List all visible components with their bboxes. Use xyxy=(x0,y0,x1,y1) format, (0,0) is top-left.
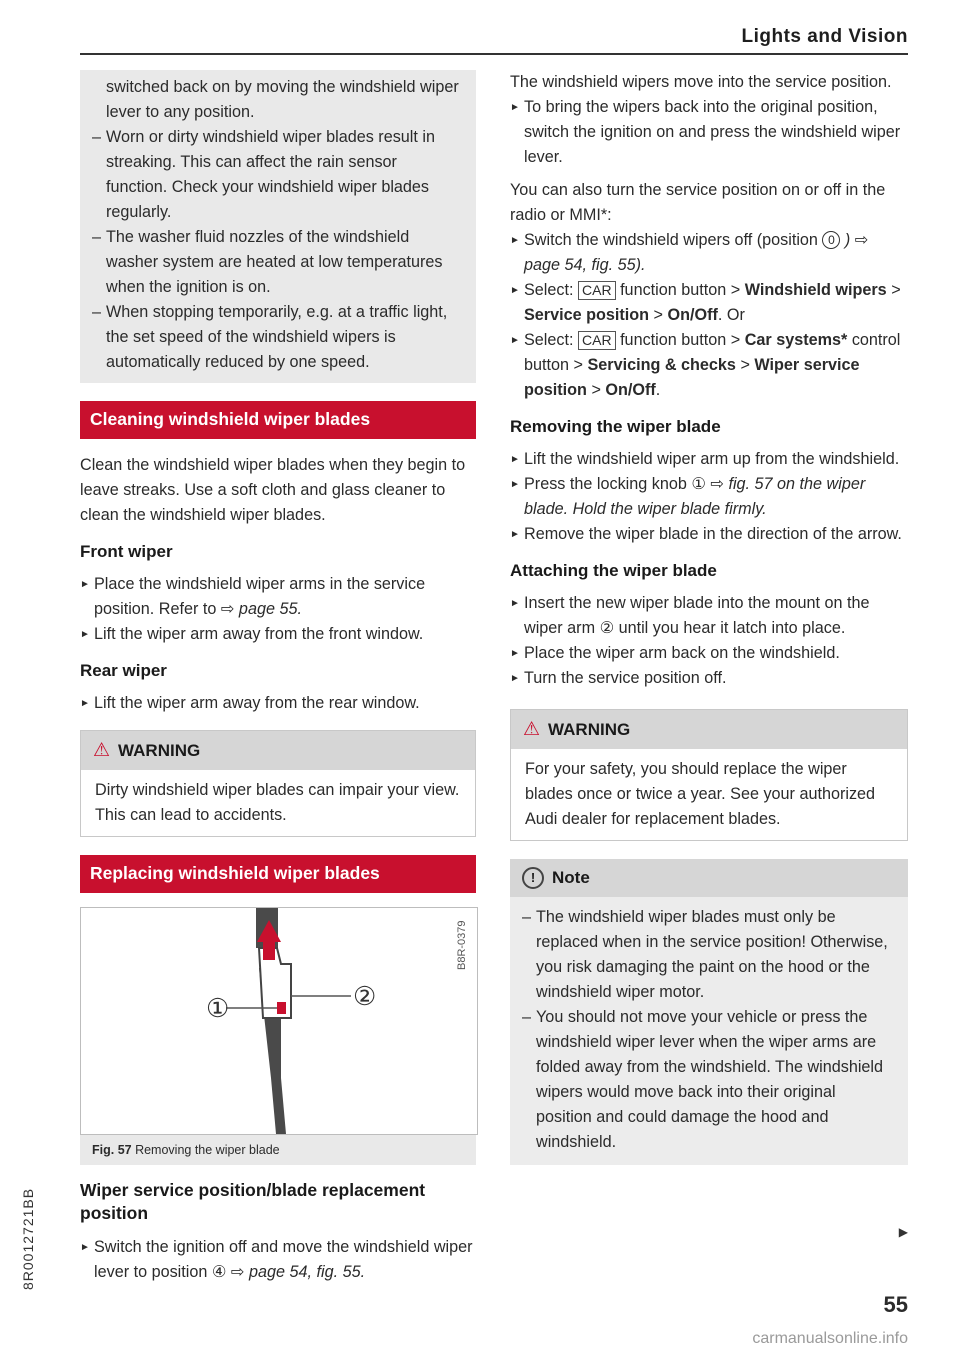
figure-caption xyxy=(80,1135,476,1165)
cleaning-text: Clean the windshield wiper blades when they begin to leave streaks. Use a soft cloth and glass cleaner to clean the windshield wiper blades. xyxy=(80,456,466,524)
position-0-symbol: 0 xyxy=(822,231,840,249)
removing-step-2: ► Press the locking knob ① ⇨ fig. 57 on the wiper blade. Hold the wiper blade firmly. xyxy=(510,472,908,522)
attaching-step-2: ► Place the wiper arm back on the windshield. xyxy=(510,641,908,666)
note-body xyxy=(510,897,908,1165)
locking-knob xyxy=(277,1002,286,1014)
note-header xyxy=(510,859,908,897)
locking-knob-symbol: ① xyxy=(691,475,706,493)
warning-triangle-icon: ⚠ xyxy=(523,719,541,740)
car-button-label: CAR xyxy=(578,331,616,350)
note-title: Note xyxy=(552,868,590,887)
service-position-step-1: ► Switch the ignition off and move the windshield wiper lever to position ④ ⇨ page 54, fig. 55. xyxy=(80,1235,476,1285)
mmi-intro-text: You can also turn the service position on or off in the radio or MMI*: xyxy=(510,181,886,224)
rear-wiper-step-1: ► Lift the wiper arm away from the rear window. xyxy=(80,691,476,716)
figure-label-1: ① xyxy=(206,993,230,1023)
wiper-blade-figure xyxy=(80,907,478,1135)
removing-step-1: ► Lift the windshield wiper arm up from the windshield. xyxy=(510,447,908,472)
warning-triangle-icon: ⚠ xyxy=(93,740,111,761)
mmi-step-2: ► Select: CAR function button > Windshield wipers > Service position > On/Off. Or xyxy=(510,278,908,328)
figure-code: B8R-0379 xyxy=(456,920,468,970)
figure-ref-link[interactable]: ⇨ fig. 57 on the wiper blade. Hold the wiper blade firmly. xyxy=(524,475,866,518)
dash-item: – The washer fluid nozzles of the windshield washer system are heated at low temperatures when the ignition is on. xyxy=(94,225,462,300)
warning-text: Dirty windshield wiper blades can impair your view. This can lead to accidents. xyxy=(95,781,460,824)
car-button-label: CAR xyxy=(578,281,616,300)
dash-item: – When stopping temporarily, e.g. at a traffic light, the set speed of the windshield wipers is automatically reduced by one speed. xyxy=(94,300,462,375)
front-wiper-heading: Front wiper xyxy=(80,542,173,561)
mmi-step-3: ► Select: CAR function button > Car systems* control button > Servicing & checks > Wiper service position > On/Off. xyxy=(510,328,908,403)
service-intro-text: The windshield wipers move into the service position. xyxy=(510,73,892,91)
right-column xyxy=(510,70,908,1165)
document-code: 8R0012721BB xyxy=(20,1187,36,1290)
continue-arrow-icon: ▶ xyxy=(898,1225,908,1239)
page-ref-link[interactable]: ⇨ page 55. xyxy=(220,600,302,618)
wiper-arm-symbol: ② xyxy=(599,619,615,637)
warning-title-right: WARNING xyxy=(548,719,631,739)
figure-number: Fig. 57 xyxy=(92,1143,132,1157)
note-dash-item: – You should not move your vehicle or press the windshield wiper lever when the wiper arms are folded away from the windshield. The windshield wipers would move back into their original position and could damage the hood and windshield. xyxy=(524,1005,894,1155)
replacing-heading: Replacing windshield wiper blades xyxy=(80,855,476,893)
cleaning-heading: Cleaning windshield wiper blades xyxy=(80,401,476,439)
intro-line-2: wiper lever to any position. xyxy=(106,78,459,121)
page-ref-link[interactable]: ⇨ page 54, fig. 55. xyxy=(230,1263,366,1281)
warning-box xyxy=(80,730,476,837)
warning-title: WARNING xyxy=(118,740,201,760)
warning-header xyxy=(81,731,475,770)
intro-note-box xyxy=(80,70,476,383)
position-4-symbol: ④ xyxy=(211,1263,227,1281)
warning-header-right xyxy=(511,710,907,749)
attaching-step-1: ► Insert the new wiper blade into the mount on the wiper arm ② until you hear it latch into place. xyxy=(510,591,908,641)
note-dash-item: – The windshield wiper blades must only be replaced when in the service position! Otherwise, you risk damaging the paint on the hood or the windshield wiper motor. xyxy=(524,905,894,1005)
attaching-step-3: ► Turn the service position off. xyxy=(510,666,908,691)
watermark-text: carmanualsonline.info xyxy=(752,1330,908,1347)
header-rule xyxy=(80,53,908,55)
wiper-blade-illustration xyxy=(81,908,477,1134)
figure-label-2: ② xyxy=(353,981,377,1011)
front-wiper-step-1: ► Place the windshield wiper arms in the service position. Refer to ⇨ page 55. xyxy=(80,572,476,622)
warning-text-right: For your safety, you should replace the wiper blades once or twice a year. See your authorized Audi dealer for replacement blades. xyxy=(525,760,876,828)
attaching-heading: Attaching the wiper blade xyxy=(510,561,717,580)
removing-heading: Removing the wiper blade xyxy=(510,417,721,436)
section-title: Lights and Vision xyxy=(741,26,908,47)
service-step-back: ► To bring the wipers back into the original position, switch the ignition on and press the windshield wiper lever. xyxy=(510,95,908,170)
removing-step-3: ► Remove the wiper blade in the direction of the arrow. xyxy=(510,522,908,547)
exclamation-circle-icon: ! xyxy=(522,867,544,889)
service-position-heading: Wiper service position/blade replacement position xyxy=(80,1180,426,1223)
figure-caption-text: Removing the wiper blade xyxy=(135,1143,280,1157)
page-number: 55 xyxy=(883,1292,908,1317)
left-column xyxy=(80,70,476,1285)
rear-wiper-heading: Rear wiper xyxy=(80,661,167,680)
intro-line-1: switched back on by moving the windshield xyxy=(106,78,416,96)
mmi-step-1: ► Switch the windshield wipers off (position 0 ) ⇨ page 54, fig. 55). xyxy=(510,228,908,278)
note-box xyxy=(510,859,908,1165)
front-wiper-step-2: ► Lift the wiper arm away from the front window. xyxy=(80,622,476,647)
page-ref-link[interactable]: ) ⇨ page 54, fig. 55). xyxy=(524,231,869,274)
dash-item: – Worn or dirty windshield wiper blades result in streaking. This can affect the rain sensor function. Check your windshield wiper blades regularly. xyxy=(94,125,462,225)
intro-line xyxy=(94,75,462,125)
warning-box-right xyxy=(510,709,908,841)
